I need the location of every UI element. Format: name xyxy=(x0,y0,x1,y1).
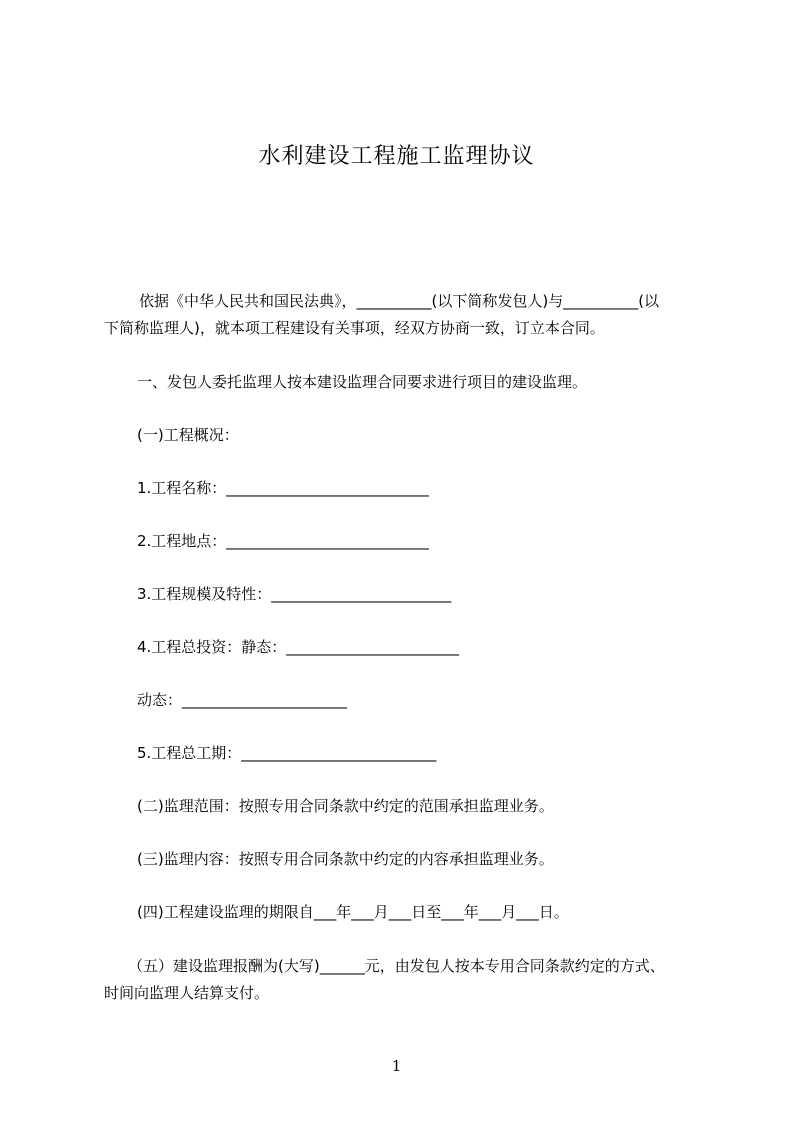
intro-line-1: 依据《中华人民共和国民法典》，__________(以下简称发包人)与__________(以 xyxy=(139,292,660,310)
item-dynamic-investment: 动态：______________________ xyxy=(137,691,348,709)
section-5-line-2: 时间向监理人结算支付。 xyxy=(104,984,270,1002)
item-total-duration: 5.工程总工期：__________________________ xyxy=(137,744,437,762)
section-3-content: (三)监理内容：按照专用合同条款中约定的内容承担监理业务。 xyxy=(137,850,554,868)
item-project-location: 2.工程地点：___________________________ xyxy=(137,532,429,550)
item-project-name: 1.工程名称：___________________________ xyxy=(137,479,429,497)
intro-line-2: 下简称监理人)，就本项工程建设有关事项，经双方协商一致，订立本合同。 xyxy=(104,319,605,337)
item-project-scale: 3.工程规模及特性：________________________ xyxy=(137,585,452,603)
section-2-scope: (二)监理范围：按照专用合同条款中约定的范围承担监理业务。 xyxy=(137,797,554,815)
document-title: 水利建设工程施工监理协议 xyxy=(258,144,535,169)
section-4-period: (四)工程建设监理的期限自___年___月___日至___年___月___日。 xyxy=(137,903,569,921)
item-total-investment: 4.工程总投资：静态：_______________________ xyxy=(137,638,459,656)
section-1-heading: (一)工程概况： xyxy=(137,426,239,444)
clause-1: 一、发包人委托监理人按本建设监理合同要求进行项目的建设监理。 xyxy=(137,373,588,391)
page-number: 1 xyxy=(391,1057,402,1075)
section-5-line-1: （五）建设监理报酬为(大写)______元，由发包人按本专用合同条款约定的方式、 xyxy=(128,957,665,975)
